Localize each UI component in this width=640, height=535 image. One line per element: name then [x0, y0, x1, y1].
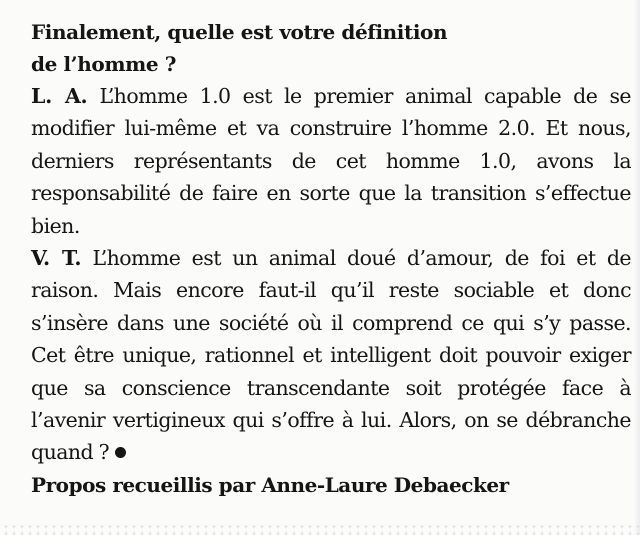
page-bottom-dot-pattern	[0, 521, 640, 535]
interview-question	[31, 16, 631, 80]
question-line-1: Finalement, quelle est votre définition	[31, 20, 448, 44]
interview-excerpt	[31, 16, 631, 501]
speaker-label-vt: V. T.	[31, 246, 82, 271]
speaker-label-la: L. A.	[31, 84, 88, 108]
answer-text-vt: L’homme est un animal doué d’amour, de foi et de raison. Mais encore faut-il qu’il reste sociable et donc s’insère dans une société où il comprend ce qui s’y passe. Cet être unique, rationnel et intelligent doit pouvoir exiger que sa conscience transcendante soit protégée face à l’avenir vertigineux qui s’offre à lui. Alors, on se débranche quand ?	[31, 246, 631, 465]
answer-text-la: L’homme 1.0 est le premier animal capable de se modifier lui-même et va construire l’homme 2.0. Et nous, derniers représentants de cet homme 1.0, avons la responsabilité de faire en sorte que la transition s’effectue bien.	[31, 84, 632, 238]
bullet-end-icon	[115, 447, 126, 458]
article-credit: Propos recueillis par Anne-Laure Debaecker	[31, 472, 509, 497]
answer-vt	[31, 242, 631, 469]
answer-la	[31, 80, 631, 242]
question-line-2: de l’homme ?	[31, 52, 177, 76]
page-edge-shadow	[634, 0, 640, 535]
